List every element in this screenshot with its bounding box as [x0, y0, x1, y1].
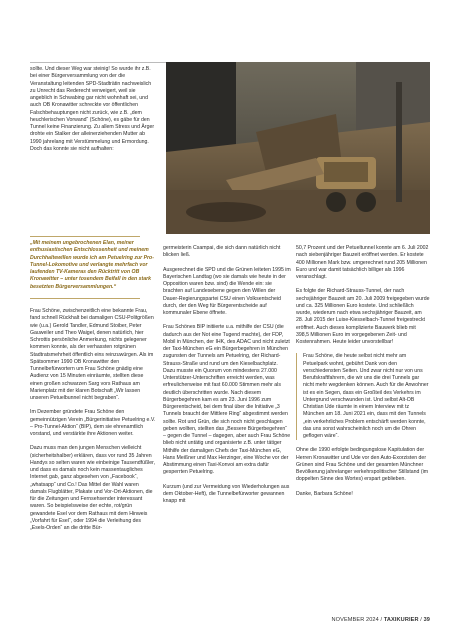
paragraph: Es folgte der Richard-Strauss-Tunnel, der nach sechsjähriger Bauzeit am 20. Juli 2009 freigegeben wurde und ca. 325 Millionen Euro kostete. Und schließlich wurde, wiederum nach etwa sechsjähriger Bauzeit, am 28. Juli 2015 der Luise-Kiesselbach-Tunnel freigestreckt eröffnet. Auch dieses komplizierte Bauwerk blieb mit 398,5 Millionen Euro im vorgegebenen Zeit- und Kostenrahmen. Heute leider unvorstellbar!: [296, 288, 430, 345]
paragraph: 50,7 Prozent und der Petueltunnel konnte am 6. Juli 2002 nach siebenjähriger Bauzeit eröffnet werden. Er kostete 400 Millionen Mark bzw. umgerechnet rund 205 Millionen Euro und war damit tatsächlich billiger als 1996 veranschlagt.: [296, 245, 429, 280]
column-1-body: [30, 308, 156, 539]
paragraph: Dazu muss man den jungen Menschen vielleicht (sicherheitshalber) erklären, dass vor rund 35 Jahren Handys so selten waren wie einbeinige Tausendfüßler, und dass es damals noch kein massentaugliches Internet gab, ganz abgesehen von „Facebook“, „whatsapp“ und Co.! Das Mittel der Wahl waren damals Flugblätter, Plakate und Vor-Ort-Aktionen, die für die Zeitungen und Fernsehsender interessant waren. So beispielsweise der echte, rot/grün gewandete Esel vor dem Rathaus mit dem Hinweis „Vorfahrt für Esel“, oder 1994 die Verleihung des „Esels-Orden“ an die dritte Bür-: [30, 445, 156, 531]
paragraph: sollte. Und dieser Weg war steinig! So wurde ihr z.B. bei einer Bürgerversammlung von der die Veranstaltung leitenden SPD-Stadträtin nachweislich zu Unrecht das Rederecht verweigert, weil sie angeblich in Schwabing gar nicht wohnhaft sei, und auch OB Kronawitter schreckte vor öffentlichen Falschbehauptungen nicht zurück, wie z.B. „dem heuchlerischen Vorwand“ (Schöne), es gäbe für den Tunnel keine Finanzierung. Zu allem Stress und Ärger drohte ein Stalker der alleinerziehenden Mutter ab 1990 jahrelang mit Verstümmelung und Ermordung. Doch das konnte sie nicht aufhalten:: [30, 66, 155, 152]
pull-quote: [30, 234, 156, 302]
paragraph: Frau Schöne, zwischenzeitlich eine bekannte Frau, fand schnell Rückhalt bei damaligen CSU-Politgrößen wie (u.a.) Gerold Tandler, Edmund Stoiber, Peter Gauweiler und Theo Waigel, denen natürlich, hier Schrottis persönliche Anmerkung, nichts gelegener kommen konnte, als der verhassten rotgrünen Stadtratsmehrheit öffentlich eins reinzuwürgen. Als im Spätsommer 1990 OB Kronawitter den Tunnelbefürwortern um Frau Schöne gnädig eine Audienz von 15 Minuten einräumte, stellten diese einen großen schwarzen Sarg vors Rathaus am Marienplatz mit der klaren Botschaft „Wir lassen unseren Petuelbunnel nicht begraben“.: [30, 308, 154, 401]
quote-text: „Mit meinem ungebrochenen Elan, meiner enthusiastischen Entschlossenheit und meinem Durchhaltewillen wurde ich am Petuelring zur Pro-Tunnel-Lokomotive und verlangte mehrfach vor laufenden TV-Kameras den Rücktritt von OB Kronawitter – unter tosendem Beifall in den stark besetzten Bürgerversammlungen.“: [30, 240, 154, 290]
construction-photo: [166, 62, 430, 234]
paragraph: Frau Schöne, die heute selbst nicht mehr am Petuelpark wohnt, gebührt Dank von den verschiedensten Seiten. Und zwar nicht nur von uns Berufskraftfahrern, die wir uns die drei Tunnels gar nicht mehr wegdenken können. Auch für die Anwohner ist es ein Segen, dass ein Großteil des Verkehrs im Untergrund verschwunden ist. Und selbst Alt-OB Christian Ude räumte in einem Interview mit tz München am 18. Juni 2021 ein, dass mit den Tunnels „ein verkehrliches Problem entschärft werden konnte, das uns sonst wahrscheinlich noch um die Ohren geflogen wäre“.: [303, 353, 429, 439]
paragraph: Im Dezember gründete Frau Schöne den gemeinnützigen Verein „Bürgerinitiative Petuelring e.V. – Pro-Tunnel-Aktion“ (BIP), dem sie ehrenamtlich vorstand, und verstärkte ihre Aktionen weiter.: [30, 409, 156, 437]
footer-separator: /: [420, 617, 424, 623]
footer-separator: /: [380, 617, 384, 623]
paragraph: Kurzum (und zur Vermeidung von Wiederholungen aus dem Oktober-Heft), die Tunnelbefürworter gewannen knapp mit: [163, 483, 290, 504]
paragraph: Ohne die 1990 erfolgte bedingungslose Kapitulation der Herren Kronawitter und Ude vor den Auto-Exorzisten der Grünen sind Frau Schöne und der gesamten Münchner Bevölkerung jahrelanger verkehrspolitischer Stillstand (im doppelten Sinne des Wortes) erspart geblieben.: [296, 447, 429, 483]
highlight-box: [296, 353, 430, 440]
column-1-top-text: [30, 66, 156, 160]
magazine-name: TAXIKURIER: [383, 617, 419, 623]
column-2: [163, 245, 291, 512]
tunnel-construction-image: [166, 62, 430, 234]
closing-line: Danke, Barbara Schöne!: [296, 490, 353, 497]
paragraph: Ausgerechnet die SPD und die Grünen leiteten 1995 im Bayerischen Landtag (wo sie damals wie heute in der Opposition waren bzw. sind) die Wende ein: sie brachten auf Landesebene gegen den Willen der Dauer-Regierungspartei CSU einen Volksentscheid durch, der den Weg für Bürgerentscheide auf kommunaler Ebene öffnete.: [163, 266, 291, 316]
quote-rule-top: [30, 236, 140, 237]
page-footer: [332, 617, 430, 623]
quote-rule-bottom: [30, 298, 140, 299]
issue-date: NOVEMBER 2024: [331, 617, 379, 623]
paragraph: germeisterin Csampai, die sich dann natürlich nicht blicken ließ.: [163, 245, 281, 259]
page-number: 39: [423, 617, 430, 623]
column-3: [296, 245, 430, 505]
paragraph: Frau Schönes BIP initiierte u.a. mithilfe der CSU (die dadurch aus der Not eine Tugend machte), der FDP, Mobil in München, der IHK, des ADAC und nicht zuletzt der Taxi-München eG ein Bürgerbegehren in München zugunsten der Tunnels am Petuelring, der Richard-Strauss-Straße und rund um den Kieselbachplatz. Dazu musste ein Quorum von mindestens 27.000 Unterstützer-Unterschriften erreicht werden, was erfreulicherweise mit fast 60.000 Stimmen mehr als deutlich überschritten wurde. Nach diesem Bürgerbegehren kam es am 23. Juni 1996 zum Bürgerentscheid, bei dem final über die Initiative „3 Tunnels braucht der Mittlere Ring“ abgestimmt werden sollte. Rot und Grün, die sich noch nicht geschlagen geben wollten, stellten das „Bessere Bürgerbegehren“ – gegen die Tunnel – dagegen, aber auch Frau Schöne blieb nicht untätig und organisierte z.B. unter tätiger Mithilfe der damaligen Chefs der Taxi-München eG, Hans Meißner und Max Herzinger, eine Woche vor der Abstimmung einen Taxi-Konvoi am extra dafür gesperrten Petuelring.: [163, 324, 291, 476]
